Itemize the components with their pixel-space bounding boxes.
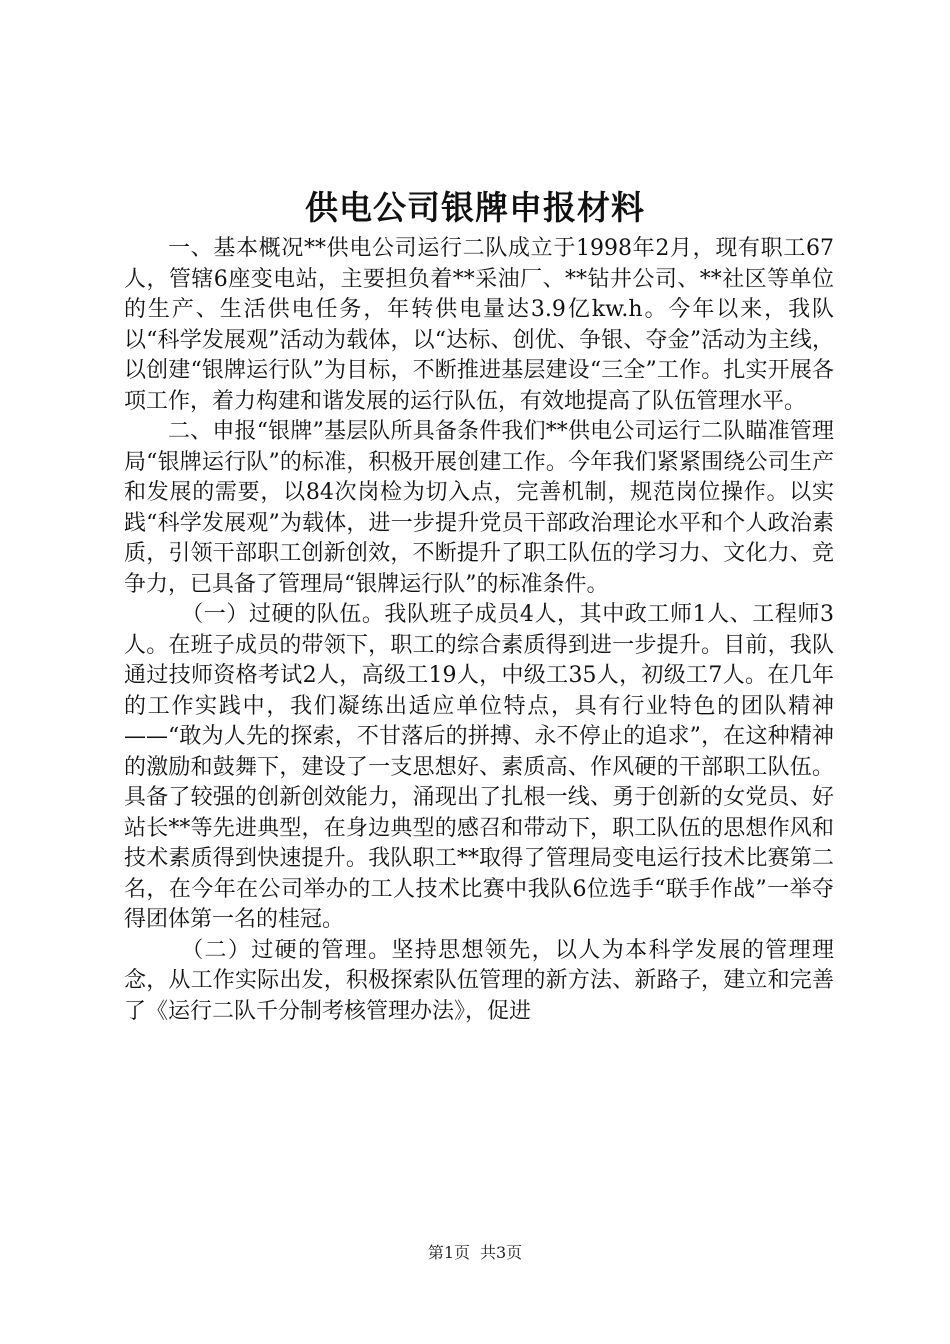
document-body — [124, 234, 834, 1027]
page-number: 第1页 — [427, 1243, 470, 1262]
paragraph-conditions: 二、申报“银牌”基层队所具备条件我们**供电公司运行二队瞄准管理局“银牌运行队”的标准，积极开展创建工作。今年我们紧紧围绕公司生产和发展的需要，以84次岗检为切入点，完善机制，规范岗位操作。以实践“科学发展观”为载体，进一步提升党员干部政治理论水平和个人政治素质，引领干部职工创新创效，不断提升了职工队伍的学习力、文化力、竞争力，已具备了管理局“银牌运行队”的标准条件。 — [124, 419, 834, 597]
paragraph-team: （一）过硬的队伍。我队班子成员4人，其中政工师1人、工程师3人。在班子成员的带领下，职工的综合素质得到进一步提升。目前，我队通过技师资格考试2人，高级工19人，中级工35人，初级工7人。在几年的工作实践中，我们凝练出适应单位特点，具有行业特色的团队精神——“敢为人先的探索，不甘落后的拼搏、永不停止的追求”，在这种精神的激励和鼓舞下，建设了一支思想好、素质高、作风硬的干部职工队伍。具备了较强的创新创效能力，涌现出了扎根一线、勇于创新的女党员、好站长**等先进典型，在身边典型的感召和带动下，职工队伍的思想作风和技术素质得到快速提升。我队职工**取得了管理局变电运行技术比赛第二名，在今年在公司举办的工人技术比赛中我队6位选手“联手作战”一举夺得团体第一名的桂冠。 — [124, 602, 834, 932]
paragraph-management: （二）过硬的管理。坚持思想领先，以人为本科学发展的管理理念，从工作实际出发，积极探索队伍管理的新方法、新路子，建立和完善了《运行二队千分制考核管理办法》，促进 — [124, 937, 834, 1024]
page-footer — [0, 1242, 950, 1264]
document-title: 供电公司银牌申报材料 — [305, 188, 645, 227]
page-total: 共3页 — [480, 1243, 523, 1262]
paragraph-overview: 一、基本概况**供电公司运行二队成立于1998年2月，现有职工67人，管辖6座变电站，主要担负着**采油厂、**钻井公司、**社区等单位的生产、生活供电任务，年转供电量达3.9亿kw.h。今年以来，我队以“科学发展观”活动为载体，以“达标、创优、争银、夺金”活动为主线，以创建“银牌运行队”为目标，不断推进基层建设“三全”工作。扎实开展各项工作，着力构建和谐发展的运行队伍，有效地提高了队伍管理水平。 — [124, 236, 834, 414]
